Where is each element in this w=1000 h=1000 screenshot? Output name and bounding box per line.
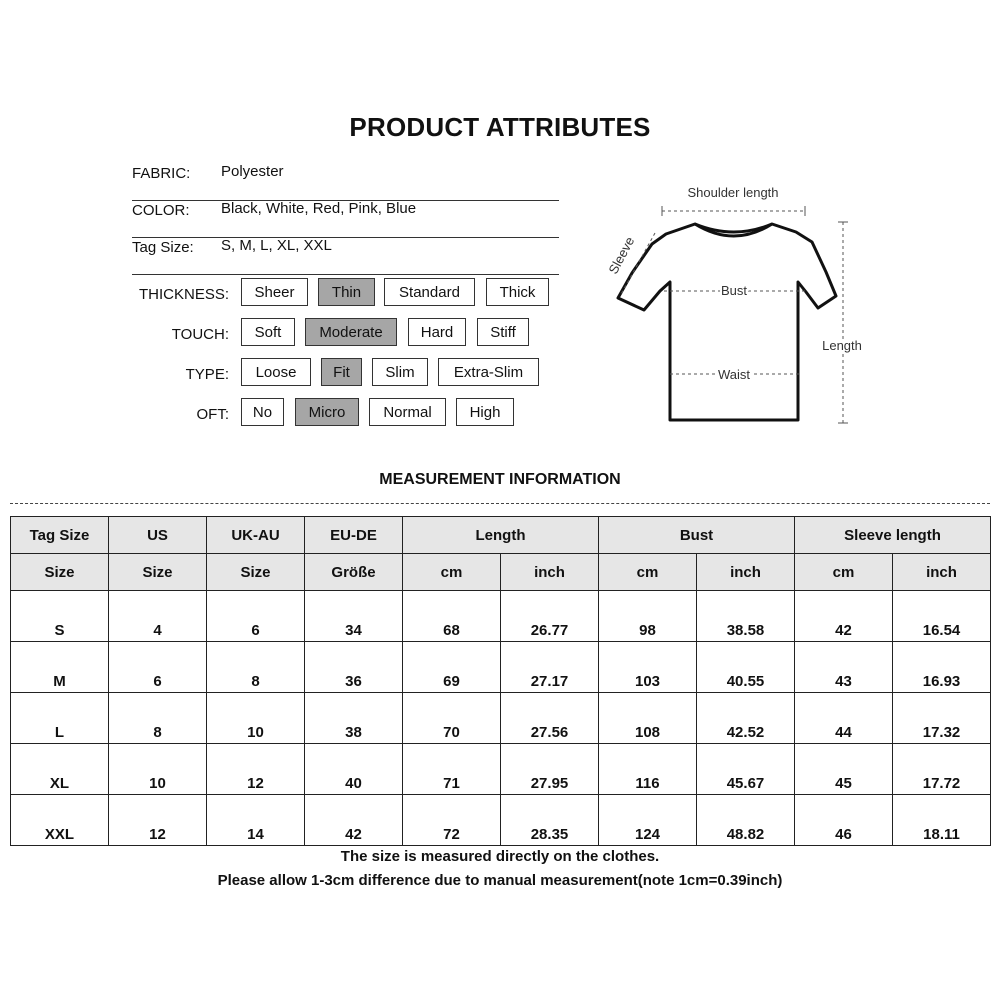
table-row [11,642,991,693]
thickness-option-standard[interactable]: Standard [384,278,475,306]
waist-label: Waist [717,367,751,382]
table-cell: 103 [599,642,697,693]
table-cell: S [11,591,109,642]
table-cell: 6 [207,591,305,642]
table-cell: 36 [305,642,403,693]
table-cell: 124 [599,795,697,846]
thickness-option-thick[interactable]: Thick [486,278,549,306]
table-subheader-row [11,554,991,591]
table-cell: 70 [403,693,501,744]
table-row [11,591,991,642]
table-cell: 8 [207,642,305,693]
header-cell: inch [501,554,599,591]
tshirt-outline-icon [618,224,836,420]
table-cell: L [11,693,109,744]
table-cell: 72 [403,795,501,846]
table-cell: 8 [109,693,207,744]
table-cell: 48.82 [697,795,795,846]
table-cell: 16.54 [893,591,991,642]
touch-label: TOUCH: [171,326,229,343]
header-cell: UK-AU [207,517,305,554]
tag-size-label: Tag Size: [132,239,194,256]
table-cell: 26.77 [501,591,599,642]
table-cell: 46 [795,795,893,846]
table-cell: 108 [599,693,697,744]
fabric-row [132,165,559,201]
oft-option-micro[interactable]: Micro [295,398,359,426]
table-cell: 18.11 [893,795,991,846]
table-cell: 12 [207,744,305,795]
header-cell: Sleeve length [795,517,991,554]
header-cell: cm [795,554,893,591]
table-cell: 27.56 [501,693,599,744]
header-cell: Size [109,554,207,591]
table-cell: 12 [109,795,207,846]
bust-label: Bust [720,283,748,298]
table-cell: 40.55 [697,642,795,693]
table-cell: 98 [599,591,697,642]
header-cell: US [109,517,207,554]
table-cell: XXL [11,795,109,846]
table-cell: 16.93 [893,642,991,693]
header-cell: Size [11,554,109,591]
header-cell: inch [893,554,991,591]
thickness-option-thin[interactable]: Thin [318,278,375,306]
fabric-value: Polyester [221,163,284,180]
table-cell: XL [11,744,109,795]
table-cell: 17.72 [893,744,991,795]
tshirt-diagram [600,178,880,438]
table-cell: 27.95 [501,744,599,795]
type-label: TYPE: [185,366,229,383]
table-cell: 10 [109,744,207,795]
color-row [132,202,559,238]
table-cell: 69 [403,642,501,693]
oft-option-normal[interactable]: Normal [369,398,446,426]
note-measured: The size is measured directly on the clothes. [340,848,660,865]
header-cell: cm [403,554,501,591]
table-cell: 42 [305,795,403,846]
touch-option-hard[interactable]: Hard [408,318,466,346]
touch-option-soft[interactable]: Soft [241,318,295,346]
table-row [11,795,991,846]
type-option-loose[interactable]: Loose [241,358,311,386]
table-cell: 71 [403,744,501,795]
color-label: COLOR: [132,202,190,219]
header-cell: EU-DE [305,517,403,554]
note-difference: Please allow 1-3cm difference due to manual measurement(note 1cm=0.39inch) [217,872,783,889]
thickness-option-sheer[interactable]: Sheer [241,278,308,306]
table-row [11,693,991,744]
table-row [11,744,991,795]
tag-size-value: S, M, L, XL, XXL [221,237,332,254]
type-option-slim[interactable]: Slim [372,358,428,386]
header-cell: Size [207,554,305,591]
table-cell: 27.17 [501,642,599,693]
table-cell: 40 [305,744,403,795]
fabric-label: FABRIC: [132,165,191,182]
touch-option-moderate[interactable]: Moderate [305,318,397,346]
thickness-label: THICKNESS: [138,286,229,303]
measurement-table [10,516,991,846]
table-cell: 38 [305,693,403,744]
shoulder-length-label: Shoulder length [687,185,779,200]
table-cell: 10 [207,693,305,744]
type-option-fit[interactable]: Fit [321,358,362,386]
header-cell: inch [697,554,795,591]
dashed-divider [10,503,990,504]
header-cell: Tag Size [11,517,109,554]
sleeve-label: Sleeve [605,234,638,277]
table-cell: 45.67 [697,744,795,795]
color-value: Black, White, Red, Pink, Blue [221,200,417,217]
header-cell: cm [599,554,697,591]
table-cell: 45 [795,744,893,795]
table-cell: 42 [795,591,893,642]
table-cell: 116 [599,744,697,795]
table-cell: 17.32 [893,693,991,744]
table-cell: 38.58 [697,591,795,642]
header-cell: Length [403,517,599,554]
tag-size-row [132,239,559,275]
table-cell: 14 [207,795,305,846]
table-cell: 4 [109,591,207,642]
divider [132,274,559,275]
page-title: PRODUCT ATTRIBUTES [349,112,651,142]
type-option-extra-slim[interactable]: Extra-Slim [438,358,539,386]
touch-option-stiff[interactable]: Stiff [477,318,529,346]
oft-label: OFT: [196,406,229,423]
table-header-row [11,517,991,554]
oft-option-no[interactable]: No [241,398,284,426]
table-cell: 34 [305,591,403,642]
table-cell: 43 [795,642,893,693]
divider [132,237,559,238]
oft-option-high[interactable]: High [456,398,514,426]
header-cell: Größe [305,554,403,591]
table-cell: 6 [109,642,207,693]
measurement-title: MEASUREMENT INFORMATION [379,471,621,488]
header-cell: Bust [599,517,795,554]
table-cell: 44 [795,693,893,744]
table-cell: M [11,642,109,693]
table-cell: 42.52 [697,693,795,744]
length-label: Length [822,338,862,353]
table-cell: 68 [403,591,501,642]
table-cell: 28.35 [501,795,599,846]
